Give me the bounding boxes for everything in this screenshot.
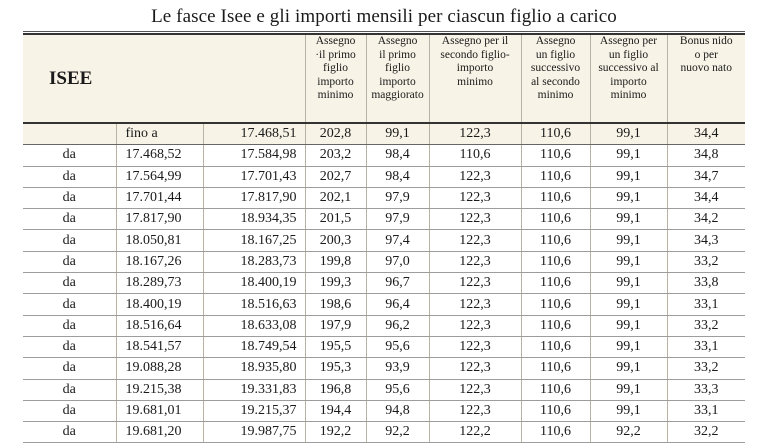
table-cell: 110,6 bbox=[521, 123, 590, 145]
table-row bbox=[23, 209, 745, 230]
header-col bbox=[366, 34, 429, 123]
table-cell: 18.934,35 bbox=[203, 209, 305, 230]
table-cell: da bbox=[23, 315, 116, 336]
table-row bbox=[23, 145, 745, 166]
isee-table bbox=[23, 33, 745, 443]
table-row bbox=[23, 230, 745, 251]
header-row bbox=[23, 34, 745, 123]
table-cell: 17.817,90 bbox=[203, 187, 305, 208]
table-cell: 99,1 bbox=[590, 273, 667, 294]
table-cell: da bbox=[23, 400, 116, 421]
header-col bbox=[521, 34, 590, 123]
header-line: minimo bbox=[457, 75, 493, 88]
table-row bbox=[23, 315, 745, 336]
table-cell: 110,6 bbox=[521, 166, 590, 187]
table-cell: 122,3 bbox=[429, 187, 521, 208]
table-cell: 17.817,90 bbox=[116, 209, 203, 230]
table-cell: 122,3 bbox=[429, 294, 521, 315]
table-cell: 99,1 bbox=[590, 209, 667, 230]
table-cell: 110,6 bbox=[521, 230, 590, 251]
table-cell: 32,2 bbox=[667, 422, 745, 443]
table-cell: 99,1 bbox=[366, 123, 429, 145]
table-cell: 110,6 bbox=[521, 209, 590, 230]
header-line: successivo al bbox=[598, 62, 659, 74]
table-cell: 99,1 bbox=[590, 251, 667, 272]
table-row bbox=[23, 379, 745, 400]
table-cell: da bbox=[23, 251, 116, 272]
table-cell: 33,1 bbox=[667, 400, 745, 421]
table-cell: 110,6 bbox=[521, 315, 590, 336]
table-cell: 19.681,20 bbox=[116, 422, 203, 443]
table-cell: 18.400,19 bbox=[116, 294, 203, 315]
table-cell: 202,7 bbox=[305, 166, 366, 187]
table-cell: 110,6 bbox=[521, 422, 590, 443]
table-cell: 34,4 bbox=[667, 187, 745, 208]
table-cell: 17.701,44 bbox=[116, 187, 203, 208]
table-cell: 110,6 bbox=[521, 336, 590, 357]
table-cell: 33,1 bbox=[667, 294, 745, 315]
table-cell: 18.633,08 bbox=[203, 315, 305, 336]
table-row bbox=[23, 358, 745, 379]
table-cell: 18.167,26 bbox=[116, 251, 203, 272]
table-cell: 33,3 bbox=[667, 379, 745, 400]
table-row bbox=[23, 294, 745, 315]
table-cell: 97,9 bbox=[366, 187, 429, 208]
header-line: Assegno per bbox=[599, 35, 658, 47]
header-col bbox=[667, 34, 745, 123]
table-cell: da bbox=[23, 336, 116, 357]
page-title: Le fasce Isee e gli importi mensili per ciascun figlio a carico bbox=[151, 6, 617, 27]
table-cell: da bbox=[23, 358, 116, 379]
table-cell: 99,1 bbox=[590, 145, 667, 166]
table-cell: 17.468,52 bbox=[116, 145, 203, 166]
table-cell: 122,3 bbox=[429, 273, 521, 294]
table-cell: 97,9 bbox=[366, 209, 429, 230]
table-cell: 34,3 bbox=[667, 230, 745, 251]
header-line: importo bbox=[379, 75, 416, 88]
table-cell: 34,8 bbox=[667, 145, 745, 166]
header-line: Assegno per il bbox=[441, 35, 509, 47]
table-cell: 18.167,25 bbox=[203, 230, 305, 251]
table-cell: 99,1 bbox=[590, 230, 667, 251]
table-cell: 195,3 bbox=[305, 358, 366, 379]
table-cell: 97,4 bbox=[366, 230, 429, 251]
table-body bbox=[23, 123, 745, 443]
table-row bbox=[23, 336, 745, 357]
table-cell: 122,3 bbox=[429, 336, 521, 357]
table-cell: 94,8 bbox=[366, 400, 429, 421]
table-cell: 198,6 bbox=[305, 294, 366, 315]
table-cell: 122,3 bbox=[429, 123, 521, 145]
table-cell: 200,3 bbox=[305, 230, 366, 251]
table-row bbox=[23, 251, 745, 272]
table-cell: 96,4 bbox=[366, 294, 429, 315]
table-cell: 95,6 bbox=[366, 336, 429, 357]
table-cell: 110,6 bbox=[521, 187, 590, 208]
table-cell bbox=[23, 123, 116, 145]
table-cell: 96,2 bbox=[366, 315, 429, 336]
table-cell: 34,2 bbox=[667, 209, 745, 230]
table-cell: 19.215,38 bbox=[116, 379, 203, 400]
table-cell: 18.289,73 bbox=[116, 273, 203, 294]
table-cell: da bbox=[23, 187, 116, 208]
header-line: un figlio bbox=[608, 48, 649, 61]
header-line: importo bbox=[317, 75, 354, 88]
table-cell: da bbox=[23, 145, 116, 166]
top-rule bbox=[23, 31, 745, 32]
header-line: minimo bbox=[537, 89, 574, 101]
table-cell: 98,4 bbox=[366, 166, 429, 187]
table-cell: 19.681,01 bbox=[116, 400, 203, 421]
header-line: Assegno bbox=[377, 35, 418, 47]
table-cell: 110,6 bbox=[521, 400, 590, 421]
table-cell: 34,4 bbox=[667, 123, 745, 145]
table-cell: 93,9 bbox=[366, 358, 429, 379]
header-line: figlio bbox=[385, 62, 410, 74]
table-cell: 199,3 bbox=[305, 273, 366, 294]
table-cell: 110,6 bbox=[521, 358, 590, 379]
table-cell: 192,2 bbox=[305, 422, 366, 443]
table-cell: 110,6 bbox=[521, 273, 590, 294]
table-row bbox=[23, 166, 745, 187]
header-line: ·il primo bbox=[315, 48, 356, 61]
table-cell: 17.701,43 bbox=[203, 166, 305, 187]
header-col bbox=[590, 34, 667, 123]
table-cell: 110,6 bbox=[521, 145, 590, 166]
header-line: un figlio bbox=[535, 48, 576, 61]
header-line: successivo bbox=[530, 62, 581, 74]
table-row bbox=[23, 273, 745, 294]
table-cell: 19.088,28 bbox=[116, 358, 203, 379]
table-cell: 18.400,19 bbox=[203, 273, 305, 294]
table-cell: da bbox=[23, 379, 116, 400]
header-isee: ISEE bbox=[23, 34, 305, 123]
header-line: minimo bbox=[317, 89, 354, 101]
table-cell: 110,6 bbox=[521, 251, 590, 272]
table-cell: 199,8 bbox=[305, 251, 366, 272]
table-cell: 99,1 bbox=[590, 315, 667, 336]
table-cell: 18.541,57 bbox=[116, 336, 203, 357]
table-cell: 33,8 bbox=[667, 273, 745, 294]
table-cell: 195,5 bbox=[305, 336, 366, 357]
table-cell: 99,1 bbox=[590, 187, 667, 208]
header-line: maggiorato bbox=[371, 89, 424, 101]
table-cell: da bbox=[23, 294, 116, 315]
table-cell: 17.564,99 bbox=[116, 166, 203, 187]
header-line: figlio bbox=[323, 62, 348, 74]
table-cell: 99,1 bbox=[590, 294, 667, 315]
header-line: il primo bbox=[379, 48, 416, 61]
table-row bbox=[23, 187, 745, 208]
table-cell: 122,3 bbox=[429, 230, 521, 251]
table-cell: da bbox=[23, 230, 116, 251]
table-cell: 97,0 bbox=[366, 251, 429, 272]
table-cell: 122,3 bbox=[429, 166, 521, 187]
table-cell: 122,3 bbox=[429, 251, 521, 272]
table-cell: da bbox=[23, 273, 116, 294]
table-cell: 98,4 bbox=[366, 145, 429, 166]
header-line: o per bbox=[694, 48, 718, 61]
table-cell: 33,2 bbox=[667, 358, 745, 379]
table-cell: 33,2 bbox=[667, 315, 745, 336]
table-cell: 19.987,75 bbox=[203, 422, 305, 443]
header-col bbox=[429, 34, 521, 123]
table-row bbox=[23, 400, 745, 421]
header-line: Assegno bbox=[315, 35, 356, 47]
header-line: nuovo nato bbox=[680, 62, 732, 74]
header-line: Assegno bbox=[535, 35, 576, 47]
table-cell: 17.584,98 bbox=[203, 145, 305, 166]
table-cell: 201,5 bbox=[305, 209, 366, 230]
table-cell: 96,7 bbox=[366, 273, 429, 294]
table-cell: fino a bbox=[116, 123, 203, 145]
table-cell: 18.283,73 bbox=[203, 251, 305, 272]
table-cell: da bbox=[23, 209, 116, 230]
table-cell: 33,2 bbox=[667, 251, 745, 272]
table-cell: 202,8 bbox=[305, 123, 366, 145]
table-cell: 110,6 bbox=[521, 294, 590, 315]
table-cell: 18.050,81 bbox=[116, 230, 203, 251]
table-cell: 19.331,83 bbox=[203, 379, 305, 400]
table-cell: 99,1 bbox=[590, 166, 667, 187]
table-cell: 197,9 bbox=[305, 315, 366, 336]
header-line: Bonus nido bbox=[679, 35, 733, 47]
table-cell: 99,1 bbox=[590, 400, 667, 421]
table-cell: 122,3 bbox=[429, 400, 521, 421]
table-cell: 18.516,64 bbox=[116, 315, 203, 336]
table-cell: 110,6 bbox=[521, 379, 590, 400]
table-cell: 34,7 bbox=[667, 166, 745, 187]
table-cell: 202,1 bbox=[305, 187, 366, 208]
table-row bbox=[23, 422, 745, 443]
header-line: importo bbox=[610, 75, 647, 88]
table-cell: 110,6 bbox=[429, 145, 521, 166]
table-cell: 99,1 bbox=[590, 336, 667, 357]
table-cell: 95,6 bbox=[366, 379, 429, 400]
table-cell: 92,2 bbox=[590, 422, 667, 443]
header-line: al secondo bbox=[531, 75, 580, 88]
table-cell: 122,3 bbox=[429, 379, 521, 400]
header-col bbox=[305, 34, 366, 123]
table-cell: 122,2 bbox=[429, 422, 521, 443]
header-line: secondo figlio- bbox=[440, 48, 510, 61]
table-cell: da bbox=[23, 166, 116, 187]
table-row bbox=[23, 123, 745, 145]
table-cell: 18.516,63 bbox=[203, 294, 305, 315]
table-cell: 92,2 bbox=[366, 422, 429, 443]
table-cell: 19.215,37 bbox=[203, 400, 305, 421]
table-cell: 99,1 bbox=[590, 358, 667, 379]
table-cell: 33,1 bbox=[667, 336, 745, 357]
table-cell: 17.468,51 bbox=[203, 123, 305, 145]
table-cell: 122,3 bbox=[429, 315, 521, 336]
table-cell: 18.935,80 bbox=[203, 358, 305, 379]
table-cell: 122,3 bbox=[429, 358, 521, 379]
table-cell: 99,1 bbox=[590, 379, 667, 400]
table-cell: 203,2 bbox=[305, 145, 366, 166]
table-cell: 194,4 bbox=[305, 400, 366, 421]
header-line: importo bbox=[456, 62, 494, 74]
table-cell: 99,1 bbox=[590, 123, 667, 145]
table-cell: 122,3 bbox=[429, 209, 521, 230]
table-cell: 196,8 bbox=[305, 379, 366, 400]
header-line: minimo bbox=[610, 89, 647, 101]
table-cell: da bbox=[23, 422, 116, 443]
table-cell: 18.749,54 bbox=[203, 336, 305, 357]
